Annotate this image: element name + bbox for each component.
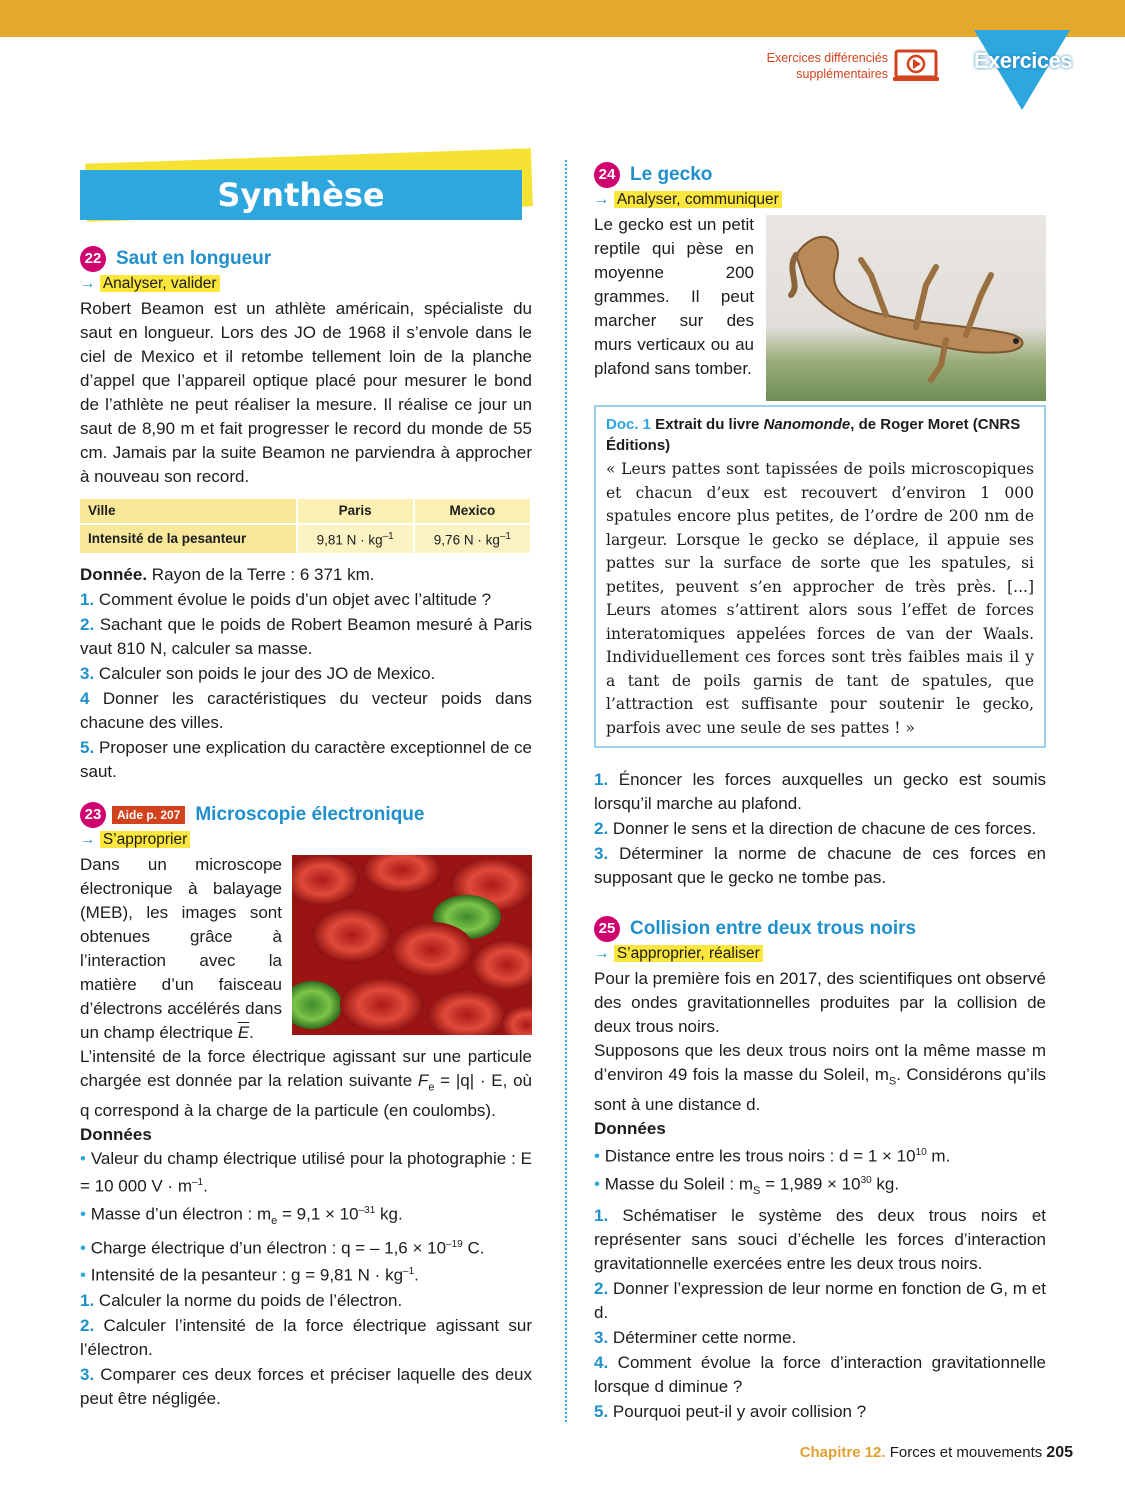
table-cell: 9,76 $N \cdot kg^{-1}$ (415, 525, 530, 553)
donnee: Donnée. Rayon de la Terre : 6 371 km. (80, 564, 375, 584)
table-header: Mexico (415, 499, 530, 523)
arrow-right-icon: → (594, 191, 610, 208)
donnee-item: • Masse du Soleil : $m_S = 1,989 \times 10^{30}$ kg. (594, 1174, 900, 1198)
exercise-number: 23 (80, 802, 106, 828)
exercise-intro: Pour la première fois en 2017, des scientifiques ont observé des ondes gravitationnelles produites par la collision de deux trous noirs. (594, 969, 1046, 1036)
top-bar (0, 0, 1125, 37)
page-number: 205 (1046, 1444, 1073, 1461)
chapter-label: Chapitre 12. (799, 1444, 886, 1461)
document-text: « Leurs pattes sont tapissées de poils microscopiques et chacun d’eux est recouvert d’environ 1 000 spatules encore plus petites, de l’ordre de 200 nm de largeur. Lorsque le gecko se déplace, il appuie ses pattes sur la surface de sorte que les spatules, si petites, peuvent s’en approcher de très près. [...] Leurs atomes s’attirent alors sous l’effet de forces interatomiques appelées forces de van der Waals. Individuellement ces forces sont très faibles mais il y a tant de poils garnis de tant de spatules, que l’attraction est suffisante pour soutenir le gecko, parfois avec une seule de ses pattes ! » (606, 460, 1034, 737)
table-row-label: Intensité de la pesanteur (80, 525, 296, 553)
donnee-item: • Masse d’un électron : $m_e = 9,1 \times 10^{-31}$ kg. (80, 1204, 403, 1227)
question: 4 Donner les caractéristiques du vecteur poids dans chacune des villes. (80, 688, 532, 732)
skill-tag: → S’approprier, réaliser (594, 943, 1046, 965)
question: 3. Comparer ces deux forces et préciser laquelle des deux peut être négligée. (80, 1364, 532, 1408)
extra-exercises-link[interactable]: Exercices différenciés supplémentaires (766, 51, 888, 81)
right-column (594, 160, 1046, 1425)
section-title: Synthèse (80, 170, 522, 220)
document-header: Doc. 1 Extrait du livre Nanomonde, de Roger Moret (CNRS Éditions) (606, 416, 1021, 454)
red-blood-cells-image (292, 855, 532, 1035)
question: 1. Schématiser le système des deux trous noirs et représenter sans souci d’échelle les forces d’interaction gravitationnelle exercées entre les deux trous noirs. (594, 1206, 1046, 1274)
video-play-icon[interactable] (893, 49, 939, 83)
force-relation: L’intensité de la force électrique agissant sur une particule chargée est donnée par la relation suivante $F_e = |q| \cdot E$, où q correspond à la charge de la particule (en coulombs). (80, 1046, 532, 1120)
question: 2. Donner l’expression de leur norme en fonction de G, m et d. (594, 1279, 1046, 1323)
table-cell: 9,81 $N \cdot kg^{-1}$ (298, 525, 413, 553)
arrow-right-icon: → (594, 945, 610, 962)
exercise-title: Saut en longueur (116, 248, 272, 269)
exercise-number: 24 (594, 162, 620, 188)
gravity-table (78, 497, 532, 555)
question: 1. Comment évolue le poids d’un objet avec l’altitude ? (80, 589, 492, 609)
exercise-intro: Robert Beamon est un athlète américain, spécialiste du saut en longueur. Lors des JO de 1968 il s’envole dans le ciel de Mexico et il retombe tellement loin de la planche d’appel que l’appareil optique placé pour mesurer le bond de l’athlète ne peut réaliser la mesure. Il réalise ce jour un saut de 8,90 m et fait progresser le record du monde de 55 cm. Jamais par la suite Beamon ne parviendra à approcher à nouveau son record. (80, 299, 532, 486)
skill-tag: → Analyser, valider (80, 273, 532, 295)
exercise-25-header (594, 916, 1046, 942)
exercise-intro: Le gecko est un petit reptile qui pèse en moyenne 200 grammes. Il peut marcher sur des murs verticaux ou au plafond sans tomber. (594, 215, 754, 378)
exercise-text: Supposons que les deux trous noirs ont la même masse m d’environ 49 fois la masse du Soleil, $m_S$. Considérons qu’ils sont à une distance d. (594, 1041, 1046, 1115)
gecko-image (766, 215, 1046, 401)
question: 3. Déterminer cette norme. (594, 1328, 797, 1348)
question: 2. Sachant que le poids de Robert Beamon mesuré à Paris vaut 810 N, calculer sa masse. (80, 614, 532, 658)
question: 3. Calculer son poids le jour des JO de Mexico. (80, 663, 436, 683)
question: 2. Donner le sens et la direction de chacune de ces forces. (594, 819, 1037, 838)
page-footer (705, 1444, 1073, 1462)
left-column (80, 160, 532, 1412)
question: 4. Comment évolue la force d’interaction gravitationnelle lorsque d diminue ? (594, 1353, 1046, 1397)
skill-tag: → Analyser, communiquer (594, 189, 1046, 211)
donnee-item: • Distance entre les trous noirs : $d = 1 \times 10^{10}$ m. (594, 1147, 951, 1167)
skill-tag: → S’approprier (80, 829, 532, 851)
exercise-22-header (80, 246, 532, 272)
question: 1. Calculer la norme du poids de l’électron. (80, 1290, 403, 1310)
donnee-item: • Valeur du champ électrique utilisé pour la photographie : E = 10 000 $V \cdot m^{-1}$. (80, 1148, 532, 1196)
gecko-photo (766, 215, 1046, 401)
arrow-right-icon: → (80, 830, 96, 848)
column-divider (565, 160, 567, 1422)
donnee-item: • Charge électrique d’un électron : q = – $1,6 \times 10^{-19}$ C. (80, 1238, 485, 1258)
question: 2. Calculer l’intensité de la force électrique agissant sur l’électron. (80, 1315, 532, 1359)
exercise-title: Le gecko (630, 164, 713, 185)
exercise-23-header (80, 802, 532, 828)
table-header: Paris (298, 499, 413, 523)
exercise-title: Collision entre deux trous noirs (630, 918, 917, 939)
donnees-label: Données (594, 1119, 666, 1139)
red-blood-cells-photo (292, 855, 532, 1035)
document-box (594, 405, 1046, 748)
question: 5. Proposer une explication du caractère exceptionnel de ce saut. (80, 737, 532, 781)
exercise-title: Microscopie électronique (195, 803, 425, 825)
donnees-label: Données (80, 1124, 152, 1144)
arrow-right-icon: → (80, 275, 96, 292)
donnee-item: • Intensité de la pesanteur : g = 9,81 $N \cdot kg^{-1}$. (80, 1265, 419, 1285)
exercise-number: 25 (594, 916, 620, 942)
table-header: Ville (80, 499, 296, 523)
chapter-title: Forces et mouvements (885, 1444, 1043, 1461)
exercise-number: 22 (80, 246, 106, 272)
question: 3. Déterminer la norme de chacune de ces forces en supposant que le gecko ne tombe pas. (594, 844, 1046, 887)
question: 1. Énoncer les forces auxquelles un gecko est soumis lorsqu’il marche au plafond. (594, 770, 1046, 813)
aide-link[interactable]: Aide p. 207 (112, 806, 185, 824)
exercise-24-header (594, 162, 1046, 188)
exercise-intro: Dans un microscope électronique à balayage (MEB), les images sont obtenues grâce à l’interaction avec la matière d’un faisceau d’électrons accélérés dans un champ électrique $\overline{E}$. (80, 854, 282, 1042)
section-banner (80, 160, 532, 222)
exercices-tab-label: Exercices (973, 48, 1073, 73)
question: 5. Pourquoi peut-il y avoir collision ? (594, 1402, 867, 1422)
